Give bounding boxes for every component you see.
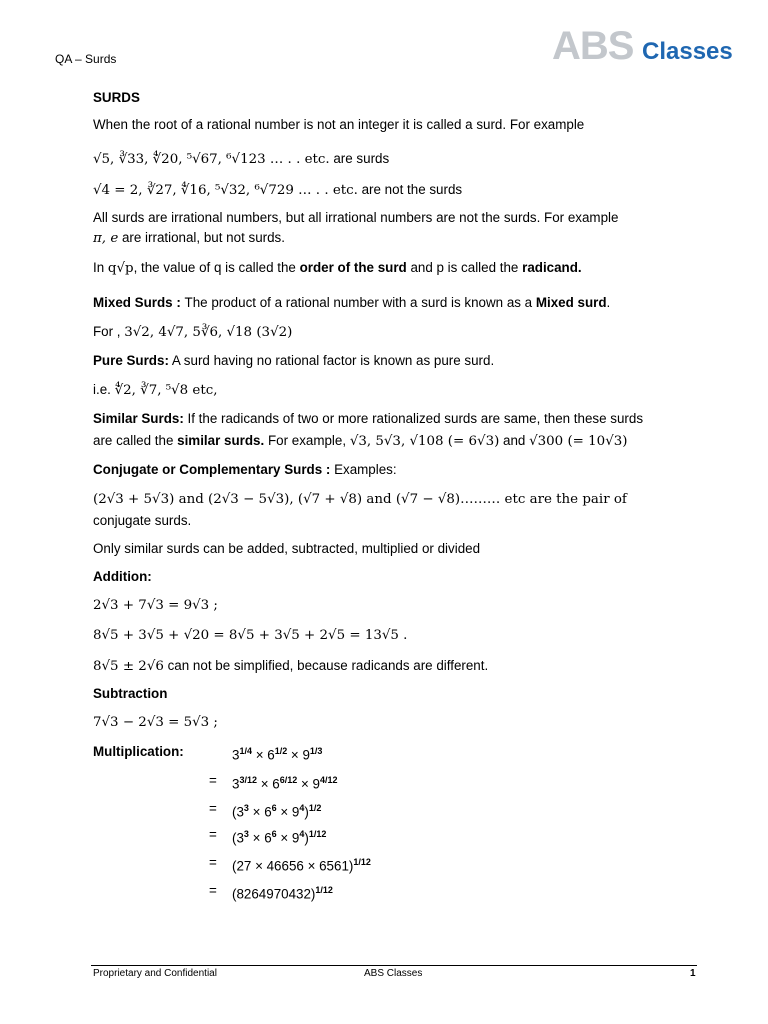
surd-examples: √5, ∛33, ∜20, ⁵√67, ⁶√123 … . . etc. are surds xyxy=(93,151,390,167)
addition-example-3: 8√5 ± 2√6 can not be simplified, because radicands are different. xyxy=(93,658,489,674)
addition-heading: Addition: xyxy=(93,569,152,584)
footer-rule xyxy=(91,965,697,966)
equals-sign: = xyxy=(209,883,217,898)
multiplication-heading: Multiplication: xyxy=(93,744,184,759)
footer-left: Proprietary and Confidential xyxy=(93,968,217,979)
equals-sign: = xyxy=(209,801,217,816)
logo-abs-text: ABS xyxy=(552,24,634,68)
logo-classes-text: Classes xyxy=(642,38,733,65)
equals-sign: = xyxy=(209,773,217,788)
step-expression: $(8264970432)^{1/12}$ xyxy=(232,885,333,902)
order-radicand-definition: In q√p, the value of q is called the order of the surd and p is called the radicand. xyxy=(93,260,582,276)
similar-surds-line-1: Similar Surds: If the radicands of two or more rationalized surds are same, then these surds xyxy=(93,411,644,426)
section-title: SURDS xyxy=(93,90,140,105)
step-expression: $3^{1/4} \times 6^{1/2} \times 9^{1/3}$ xyxy=(232,746,323,763)
irrational-line-2: π, e are irrational, but not surds. xyxy=(93,230,285,246)
non-surd-examples: √4 = 2, ∛27, ∜16, ⁵√32, ⁶√729 … . . etc. are not the surds xyxy=(93,182,463,198)
header-section-label: QA – Surds xyxy=(55,52,117,66)
conjugate-surds-examples-cont: conjugate surds. xyxy=(93,513,192,528)
subtraction-heading: Subtraction xyxy=(93,686,168,701)
intro-paragraph: When the root of a rational number is not an integer it is called a surd. For example xyxy=(93,117,585,132)
step-expression: $(3^3 \times 6^6 \times 9^4)^{1/2}$ xyxy=(232,803,322,820)
equals-sign: = xyxy=(209,855,217,870)
subtraction-example: 7√3 − 2√3 = 5√3 ; xyxy=(93,715,218,730)
addition-example-1: 2√3 + 7√3 = 9√3 ; xyxy=(93,598,218,613)
mixed-surds-example: For , 3√2, 4√7, 5∛6, √18 (3√2) xyxy=(93,324,293,340)
similar-surds-operations-note: Only similar surds can be added, subtracted, multiplied or divided xyxy=(93,541,481,556)
irrational-line-1: All surds are irrational numbers, but all irrational numbers are not the surds. For example xyxy=(93,210,619,225)
pure-surds-definition: Pure Surds: A surd having no rational factor is known as pure surd. xyxy=(93,353,495,368)
step-expression: $(3^3 \times 6^6 \times 9^4)^{1/12}$ xyxy=(232,829,327,846)
conjugate-surds-examples: (2√3 + 5√3) and (2√3 − 5√3), (√7 + √8) and (√7 − √8)……… etc are the pair of xyxy=(93,492,627,507)
step-expression: $(27 \times 46656 \times 6561)^{1/12}$ xyxy=(232,857,371,874)
conjugate-surds-heading: Conjugate or Complementary Surds : Examples: xyxy=(93,462,397,477)
step-expression: $3^{3/12} \times 6^{6/12} \times 9^{4/12}$ xyxy=(232,775,338,792)
footer-center: ABS Classes xyxy=(364,968,423,979)
pure-surds-example: i.e. ∜2, ∛7, ⁵√8 etc, xyxy=(93,382,218,398)
mixed-surds-definition: Mixed Surds : The product of a rational number with a surd is known as a Mixed surd. xyxy=(93,295,611,310)
addition-example-2: 8√5 + 3√5 + √20 = 8√5 + 3√5 + 2√5 = 13√5 . xyxy=(93,628,408,643)
similar-surds-line-2: are called the similar surds. For example, √3, 5√3, √108 (= 6√3) and √300 (= 10√3) xyxy=(93,433,628,449)
equals-sign: = xyxy=(209,827,217,842)
footer-page-number: 1 xyxy=(690,968,696,979)
